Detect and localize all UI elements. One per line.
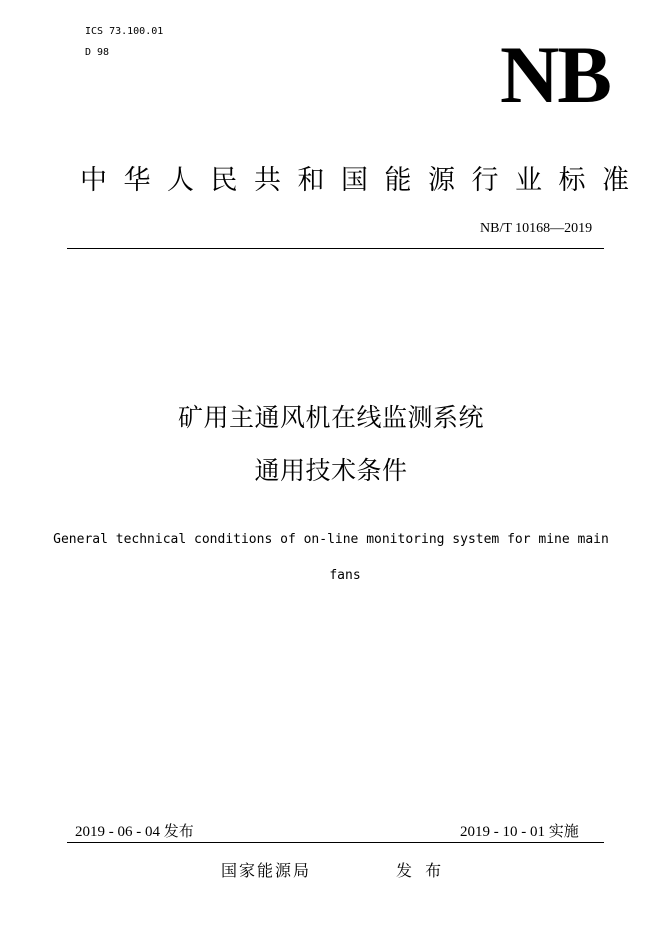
standard-number: NB/T 10168—2019: [480, 221, 593, 236]
footer-divider: [67, 842, 604, 843]
nb-logo: NB: [500, 29, 610, 120]
ics-code: ICS 73.100.01: [85, 26, 164, 37]
header-divider: [67, 248, 604, 249]
document-title-en-line2: fans: [329, 568, 361, 583]
document-title-cn-line2: 通用技术条件: [254, 456, 408, 485]
document-title-en-line1: General technical conditions of on-line monitoring system for mine main: [53, 532, 609, 547]
standard-category-title: 中华人民共和国能源行业标准: [80, 165, 646, 196]
implementation-date: 2019 - 10 - 01 实施: [460, 824, 579, 840]
issuing-authority: 国家能源局: [221, 861, 312, 880]
publish-label: 发 布: [396, 861, 446, 880]
issue-date: 2019 - 06 - 04 发布: [75, 824, 194, 840]
ccs-code: D 98: [85, 47, 110, 58]
document-title-cn-line1: 矿用主通风机在线监测系统: [177, 403, 484, 432]
